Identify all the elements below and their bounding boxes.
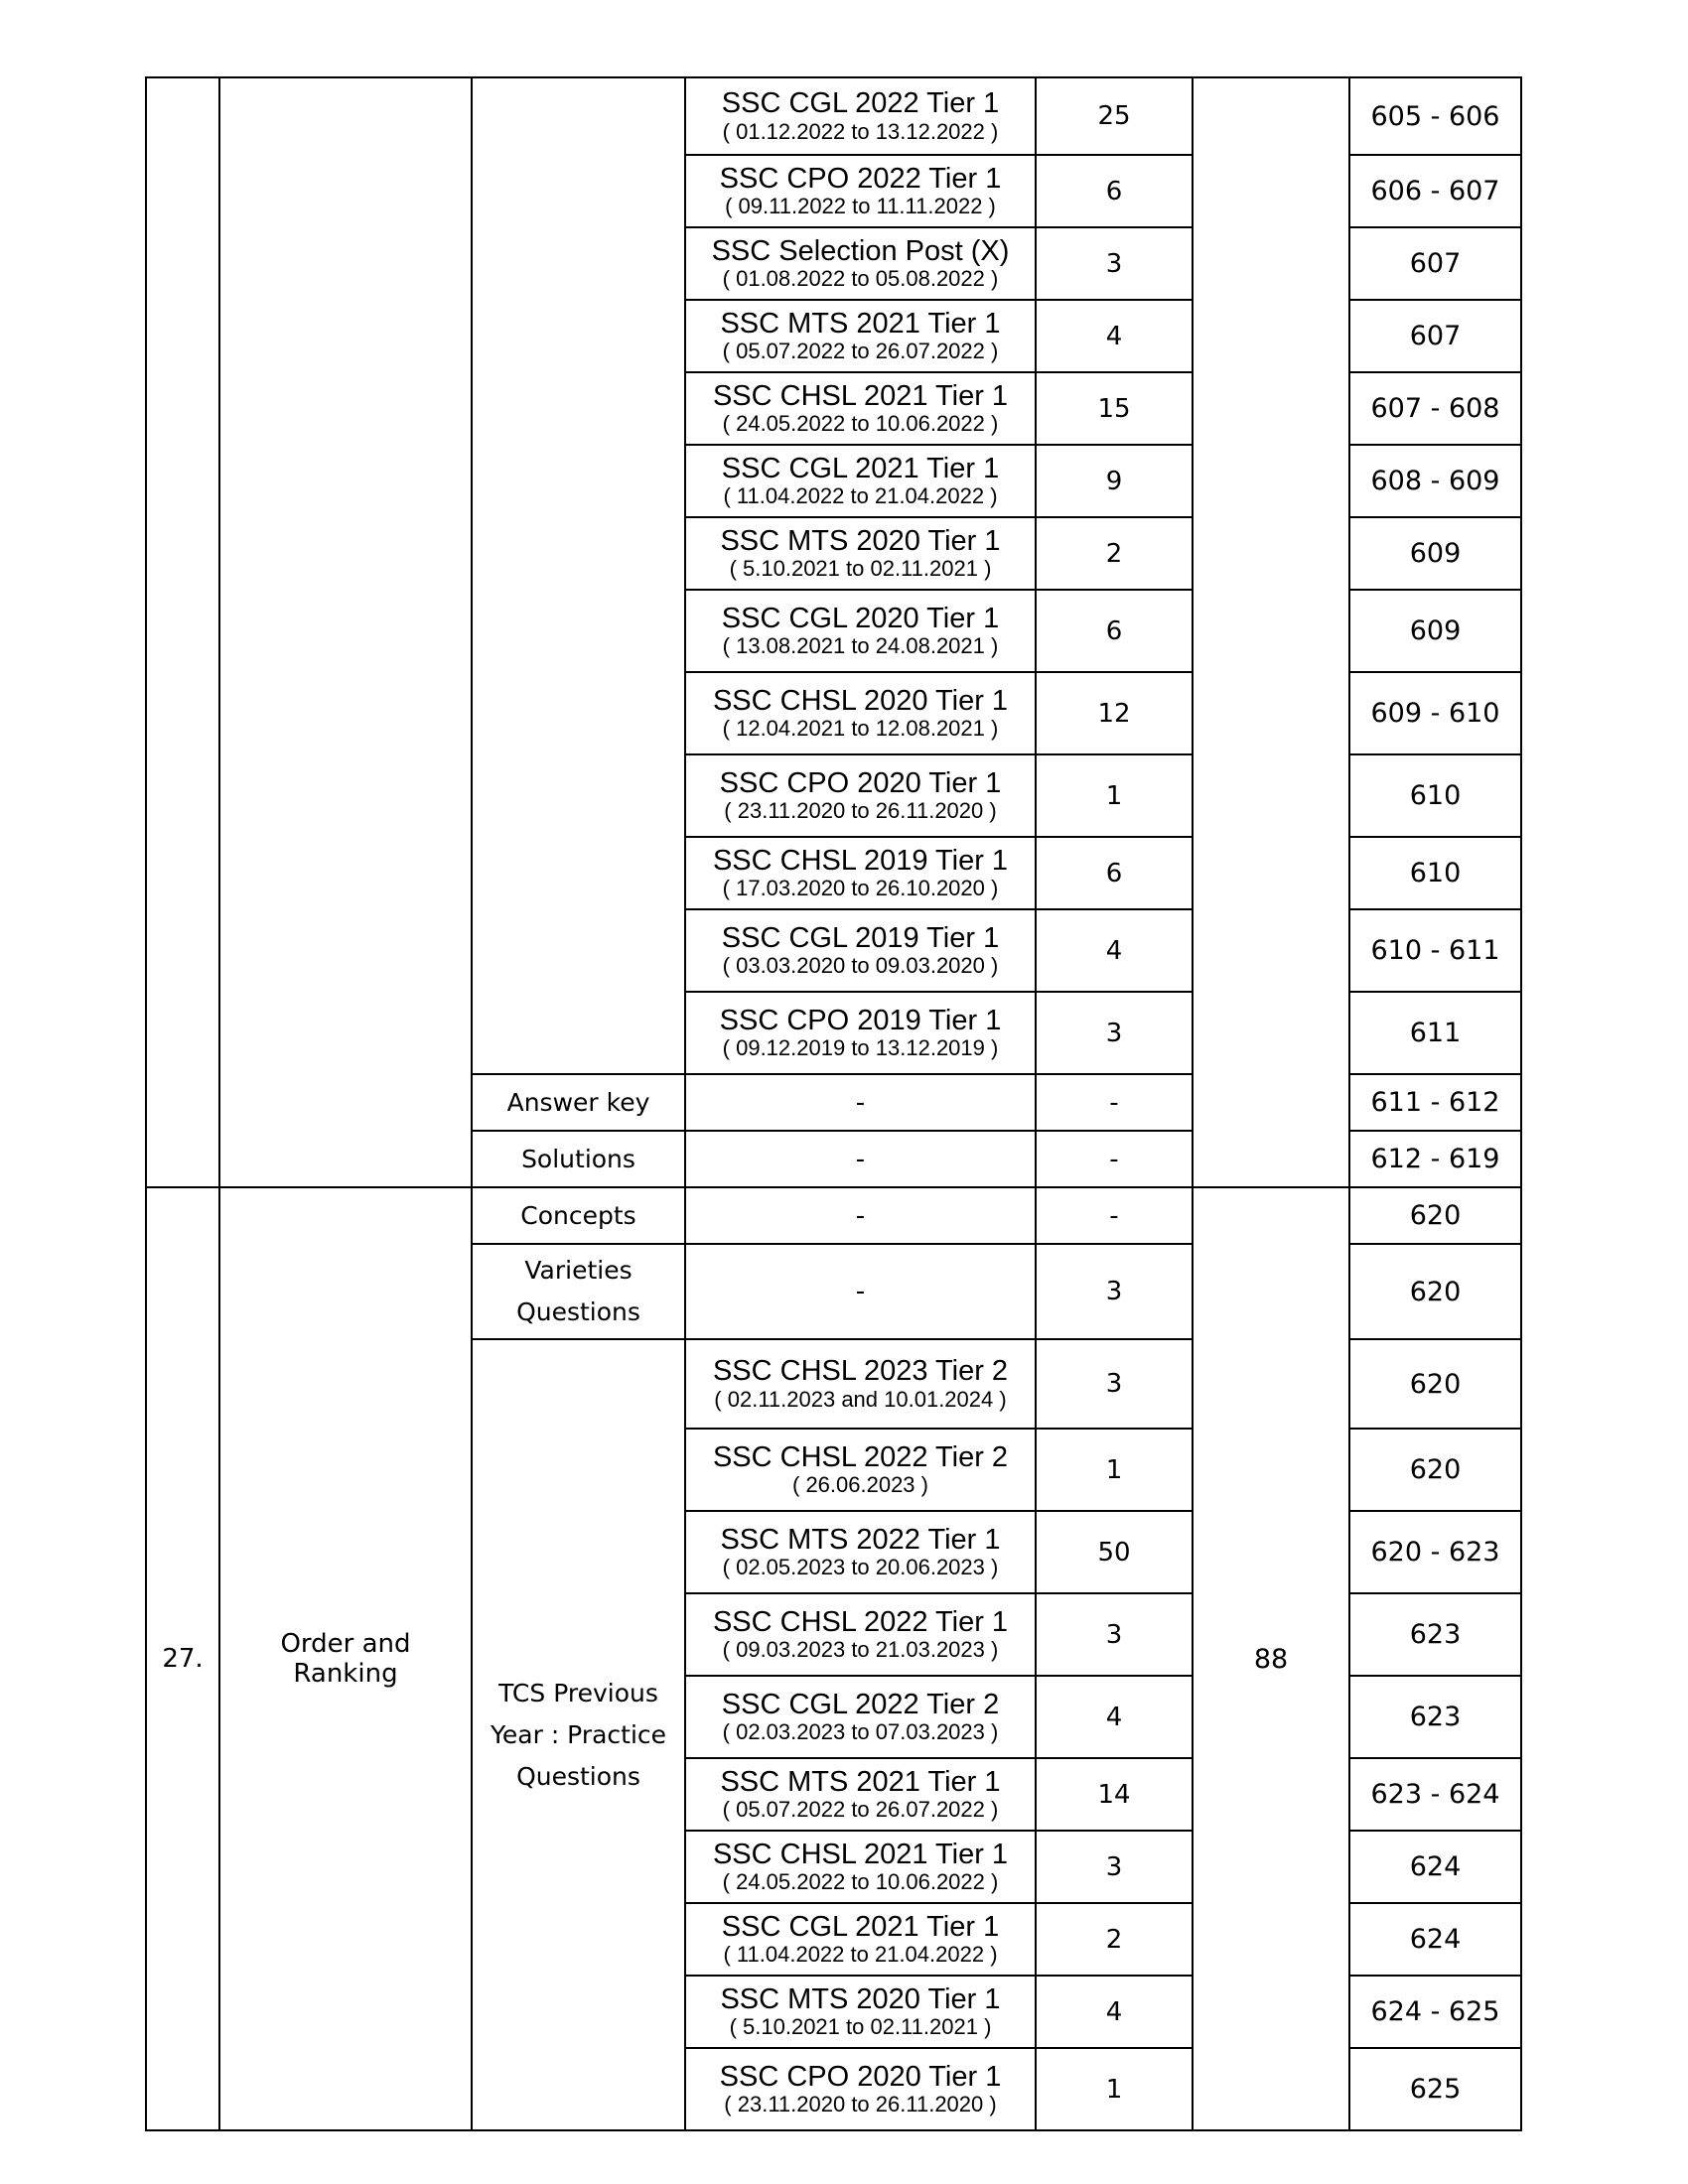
page-range: 620 xyxy=(1349,1339,1521,1429)
exam-cell: SSC CPO 2022 Tier 1 ( 09.11.2022 to 11.11.2022 ) xyxy=(685,155,1036,227)
page-range: 623 xyxy=(1349,1676,1521,1758)
exam-cell: SSC MTS 2020 Tier 1 ( 5.10.2021 to 02.11.2021 ) xyxy=(685,1976,1036,2048)
question-count: 50 xyxy=(1036,1511,1193,1593)
page-range: 607 xyxy=(1349,300,1521,372)
question-count: 14 xyxy=(1036,1758,1193,1831)
question-count: 4 xyxy=(1036,300,1193,372)
page-range: 610 - 611 xyxy=(1349,909,1521,992)
exam-cell: - xyxy=(685,1244,1036,1339)
question-count: 25 xyxy=(1036,77,1193,155)
page-range: 620 xyxy=(1349,1429,1521,1511)
concepts-label: Concepts xyxy=(472,1187,685,1244)
page-range: 610 xyxy=(1349,754,1521,837)
exam-cell: SSC CHSL 2023 Tier 2 ( 02.11.2023 and 10.01.2024 ) xyxy=(685,1339,1036,1429)
exam-cell: SSC MTS 2022 Tier 1 ( 02.05.2023 to 20.06.2023 ) xyxy=(685,1511,1036,1593)
question-count: - xyxy=(1036,1131,1193,1187)
chapter-title: Order and Ranking xyxy=(219,1187,472,2130)
tcs-previous-year-label: TCS Previous Year : Practice Questions xyxy=(472,1339,685,2130)
exam-cell: SSC CPO 2020 Tier 1 ( 23.11.2020 to 26.11.2020 ) xyxy=(685,2048,1036,2130)
exam-cell: SSC CHSL 2019 Tier 1 ( 17.03.2020 to 26.10.2020 ) xyxy=(685,837,1036,909)
question-count: 12 xyxy=(1036,672,1193,754)
page-range: 607 - 608 xyxy=(1349,372,1521,445)
exam-cell: - xyxy=(685,1187,1036,1244)
page-range: 609 xyxy=(1349,590,1521,672)
question-count: 2 xyxy=(1036,1903,1193,1976)
page-range: 624 xyxy=(1349,1903,1521,1976)
total-questions-cell xyxy=(1193,77,1349,1187)
page-range: 620 - 623 xyxy=(1349,1511,1521,1593)
chapter-name-cell xyxy=(219,77,472,1187)
question-count: 3 xyxy=(1036,992,1193,1074)
page-range: 620 xyxy=(1349,1187,1521,1244)
exam-cell: SSC CGL 2021 Tier 1 ( 11.04.2022 to 21.04.2022 ) xyxy=(685,445,1036,517)
page-range: 609 xyxy=(1349,517,1521,590)
varieties-label: Varieties Questions xyxy=(472,1244,685,1339)
exam-cell: SSC MTS 2021 Tier 1 ( 05.07.2022 to 26.07.2022 ) xyxy=(685,300,1036,372)
page-range: 620 xyxy=(1349,1244,1521,1339)
question-count: 4 xyxy=(1036,909,1193,992)
page-range: 610 xyxy=(1349,837,1521,909)
exam-cell: SSC CPO 2019 Tier 1 ( 09.12.2019 to 13.12.2019 ) xyxy=(685,992,1036,1074)
table-row xyxy=(146,1187,1521,1244)
exam-cell: SSC CPO 2020 Tier 1 ( 23.11.2020 to 26.11.2020 ) xyxy=(685,754,1036,837)
exam-cell: - xyxy=(685,1074,1036,1131)
exam-cell: SSC MTS 2020 Tier 1 ( 5.10.2021 to 02.11.2021 ) xyxy=(685,517,1036,590)
page-range: 609 - 610 xyxy=(1349,672,1521,754)
question-count: - xyxy=(1036,1074,1193,1131)
exam-cell: SSC CGL 2020 Tier 1 ( 13.08.2021 to 24.08.2021 ) xyxy=(685,590,1036,672)
solutions-label: Solutions xyxy=(472,1131,685,1187)
question-count: 15 xyxy=(1036,372,1193,445)
question-count: 3 xyxy=(1036,1593,1193,1676)
page-range: 612 - 619 xyxy=(1349,1131,1521,1187)
exam-cell: SSC CHSL 2020 Tier 1 ( 12.04.2021 to 12.08.2021 ) xyxy=(685,672,1036,754)
question-count: 6 xyxy=(1036,155,1193,227)
exam-cell: SSC CGL 2022 Tier 1 ( 01.12.2022 to 13.12.2022 ) xyxy=(685,77,1036,155)
question-count: 3 xyxy=(1036,227,1193,300)
question-count: 6 xyxy=(1036,590,1193,672)
page-range: 607 xyxy=(1349,227,1521,300)
exam-cell: SSC CHSL 2021 Tier 1 ( 24.05.2022 to 10.06.2022 ) xyxy=(685,372,1036,445)
exam-cell: SSC CHSL 2021 Tier 1 ( 24.05.2022 to 10.06.2022 ) xyxy=(685,1831,1036,1903)
exam-cell: - xyxy=(685,1131,1036,1187)
section-label-cell xyxy=(472,77,685,1074)
exam-cell: SSC CGL 2022 Tier 2 ( 02.03.2023 to 07.03.2023 ) xyxy=(685,1676,1036,1758)
page-range: 625 xyxy=(1349,2048,1521,2130)
page-range: 608 - 609 xyxy=(1349,445,1521,517)
chapter-number-cell xyxy=(146,77,219,1187)
exam-cell: SSC CGL 2019 Tier 1 ( 03.03.2020 to 09.03.2020 ) xyxy=(685,909,1036,992)
chapter-number: 27. xyxy=(146,1187,219,2130)
total-questions: 88 xyxy=(1193,1187,1349,2130)
question-count: 3 xyxy=(1036,1244,1193,1339)
question-count: - xyxy=(1036,1187,1193,1244)
page-range: 624 - 625 xyxy=(1349,1976,1521,2048)
syllabus-index-table xyxy=(145,76,1522,2131)
page-range: 623 xyxy=(1349,1593,1521,1676)
exam-cell: SSC MTS 2021 Tier 1 ( 05.07.2022 to 26.07.2022 ) xyxy=(685,1758,1036,1831)
table-body xyxy=(146,77,1521,2130)
question-count: 1 xyxy=(1036,1429,1193,1511)
exam-cell: SSC CGL 2021 Tier 1 ( 11.04.2022 to 21.04.2022 ) xyxy=(685,1903,1036,1976)
table-row xyxy=(146,77,1521,155)
question-count: 4 xyxy=(1036,1676,1193,1758)
page-range: 605 - 606 xyxy=(1349,77,1521,155)
question-count: 2 xyxy=(1036,517,1193,590)
page-range: 606 - 607 xyxy=(1349,155,1521,227)
question-count: 3 xyxy=(1036,1339,1193,1429)
page-range: 623 - 624 xyxy=(1349,1758,1521,1831)
question-count: 1 xyxy=(1036,754,1193,837)
exam-cell: SSC CHSL 2022 Tier 2 ( 26.06.2023 ) xyxy=(685,1429,1036,1511)
question-count: 9 xyxy=(1036,445,1193,517)
question-count: 6 xyxy=(1036,837,1193,909)
question-count: 1 xyxy=(1036,2048,1193,2130)
page-range: 624 xyxy=(1349,1831,1521,1903)
exam-cell: SSC Selection Post (X) ( 01.08.2022 to 05.08.2022 ) xyxy=(685,227,1036,300)
answer-key-label: Answer key xyxy=(472,1074,685,1131)
exam-cell: SSC CHSL 2022 Tier 1 ( 09.03.2023 to 21.03.2023 ) xyxy=(685,1593,1036,1676)
page-range: 611 - 612 xyxy=(1349,1074,1521,1131)
question-count: 4 xyxy=(1036,1976,1193,2048)
page-range: 611 xyxy=(1349,992,1521,1074)
question-count: 3 xyxy=(1036,1831,1193,1903)
